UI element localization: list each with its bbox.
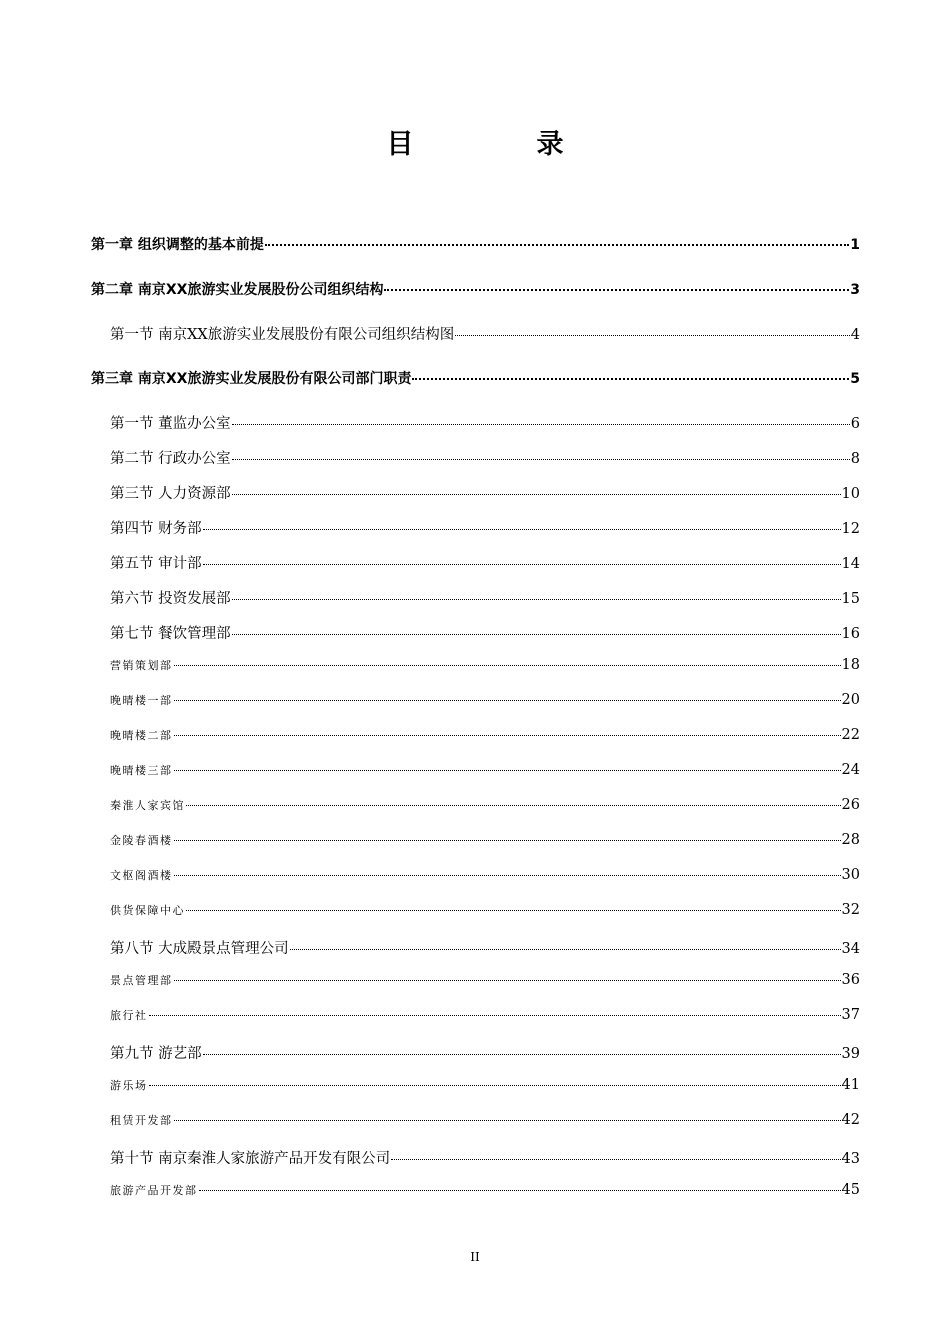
toc-entry-page: 32 — [841, 902, 860, 918]
toc-entry[interactable] — [91, 368, 860, 388]
toc-entry-page: 28 — [841, 832, 860, 848]
toc-entry[interactable] — [110, 727, 860, 743]
toc-entry-label: 晚晴楼三部 — [110, 764, 173, 777]
toc-entry-page: 1 — [850, 237, 860, 253]
toc-leader-dots — [174, 769, 841, 771]
toc-entry[interactable] — [110, 587, 860, 608]
toc-leader-dots — [232, 423, 850, 425]
toc-entry-label: 金陵春酒楼 — [110, 834, 173, 847]
toc-entry-page: 3 — [850, 282, 860, 298]
toc-leader-dots — [149, 1084, 841, 1086]
toc-leader-dots — [174, 734, 841, 736]
toc-entry-label: 景点管理部 — [110, 974, 173, 987]
toc-entry-label: 旅行社 — [110, 1009, 148, 1022]
toc-entry-label: 第九节 游艺部 — [110, 1046, 202, 1062]
toc-entry-page: 41 — [841, 1077, 860, 1093]
toc-leader-dots — [203, 563, 841, 565]
toc-entry-label: 第十节 南京秦淮人家旅游产品开发有限公司 — [110, 1151, 391, 1167]
toc-entry-label: 第三章 南京XX旅游实业发展股份有限公司部门职责 — [91, 371, 412, 387]
toc-entry-label: 晚晴楼一部 — [110, 694, 173, 707]
toc-entry-label: 第五节 审计部 — [110, 556, 202, 572]
toc-entry-label: 晚晴楼二部 — [110, 729, 173, 742]
toc-leader-dots — [199, 1189, 841, 1191]
toc-entry-label: 第六节 投资发展部 — [110, 591, 231, 607]
toc-title: 目 录 — [386, 129, 612, 160]
toc-leader-dots — [174, 699, 841, 701]
toc-entry[interactable] — [110, 867, 860, 883]
toc-leader-dots — [232, 458, 850, 460]
toc-entry[interactable] — [91, 234, 860, 254]
toc-entry[interactable] — [110, 762, 860, 778]
toc-leader-dots — [232, 598, 841, 600]
toc-entry-page: 16 — [841, 626, 860, 642]
toc-leader-dots — [232, 633, 841, 635]
toc-entry-page: 24 — [841, 762, 860, 778]
toc-entry[interactable] — [110, 657, 860, 673]
toc-entry[interactable] — [110, 323, 860, 344]
toc-leader-dots — [265, 243, 849, 246]
toc-entry-page: 15 — [841, 591, 860, 607]
toc-entry-label: 供货保障中心 — [110, 904, 185, 917]
toc-entry[interactable] — [110, 1112, 860, 1128]
toc-entry[interactable] — [110, 797, 860, 813]
toc-entry[interactable] — [110, 447, 860, 468]
toc-entry-label: 第八节 大成殿景点管理公司 — [110, 941, 289, 957]
toc-leader-dots — [174, 839, 841, 841]
toc-entry-label: 文枢阁酒楼 — [110, 869, 173, 882]
toc-leader-dots — [186, 804, 841, 806]
toc-entry-page: 30 — [841, 867, 860, 883]
toc-entry[interactable] — [110, 1147, 860, 1168]
toc-entry[interactable] — [110, 1077, 860, 1093]
toc-entry-page: 36 — [841, 972, 860, 988]
toc-entry-label: 游乐场 — [110, 1079, 148, 1092]
toc-leader-dots — [149, 1014, 841, 1016]
toc-leader-dots — [203, 1053, 841, 1055]
toc-entry-page: 39 — [841, 1046, 860, 1062]
toc-entry-page: 20 — [841, 692, 860, 708]
toc-entry-label: 第一章 组织调整的基本前提 — [91, 237, 264, 253]
toc-leader-dots — [174, 1119, 841, 1121]
toc-entry-label: 第二节 行政办公室 — [110, 451, 231, 467]
toc-entry[interactable] — [110, 517, 860, 538]
toc-leader-dots — [174, 979, 841, 981]
toc-entry-label: 第二章 南京XX旅游实业发展股份公司组织结构 — [91, 282, 384, 298]
toc-leader-dots — [290, 948, 841, 950]
toc-entry-page: 45 — [841, 1182, 860, 1198]
toc-entry-page: 34 — [841, 941, 860, 957]
toc-entry-page: 4 — [850, 327, 860, 343]
page-number-footer: II — [470, 1250, 480, 1264]
toc-entry-page: 14 — [841, 556, 860, 572]
toc-entry[interactable] — [110, 622, 860, 643]
toc-leader-dots — [232, 493, 841, 495]
toc-entry[interactable] — [110, 902, 860, 918]
toc-entry-label: 秦淮人家宾馆 — [110, 799, 185, 812]
toc-leader-dots — [174, 664, 841, 666]
toc-entry-label: 第七节 餐饮管理部 — [110, 626, 231, 642]
toc-entry-page: 12 — [841, 521, 860, 537]
toc-entry[interactable] — [110, 832, 860, 848]
toc-leader-dots — [174, 874, 841, 876]
toc-entry-label: 营销策划部 — [110, 659, 173, 672]
toc-entry-label: 第三节 人力资源部 — [110, 486, 231, 502]
toc-leader-dots — [384, 288, 849, 291]
toc-entry-label: 旅游产品开发部 — [110, 1184, 198, 1197]
toc-entry[interactable] — [110, 1007, 860, 1023]
toc-entry-page: 8 — [850, 451, 860, 467]
toc-entry-page: 5 — [850, 371, 860, 387]
toc-entry-label: 第一节 南京XX旅游实业发展股份有限公司组织结构图 — [110, 327, 455, 343]
toc-entry[interactable] — [110, 1182, 860, 1198]
toc-entry-page: 10 — [841, 486, 860, 502]
toc-entry[interactable] — [110, 937, 860, 958]
toc-entry[interactable] — [110, 482, 860, 503]
toc-entry-page: 42 — [841, 1112, 860, 1128]
toc-leader-dots — [455, 334, 850, 336]
toc-entry[interactable] — [91, 279, 860, 299]
toc-entry-label: 租赁开发部 — [110, 1114, 173, 1127]
toc-leader-dots — [412, 377, 849, 380]
toc-entry-label: 第一节 董监办公室 — [110, 416, 231, 432]
toc-entry-page: 18 — [841, 657, 860, 673]
toc-leader-dots — [391, 1158, 840, 1160]
toc-entry-page: 22 — [841, 727, 860, 743]
toc-entry[interactable] — [110, 972, 860, 988]
toc-entry[interactable] — [110, 1042, 860, 1063]
toc-leader-dots — [186, 909, 841, 911]
toc-leader-dots — [203, 528, 841, 530]
toc-entry-page: 26 — [841, 797, 860, 813]
toc-entry-page: 6 — [850, 416, 860, 432]
toc-entry-label: 第四节 财务部 — [110, 521, 202, 537]
toc-entry-page: 37 — [841, 1007, 860, 1023]
toc-entry[interactable] — [110, 692, 860, 708]
toc-entry[interactable] — [110, 552, 860, 573]
toc-entry[interactable] — [110, 412, 860, 433]
toc-entry-page: 43 — [841, 1151, 860, 1167]
